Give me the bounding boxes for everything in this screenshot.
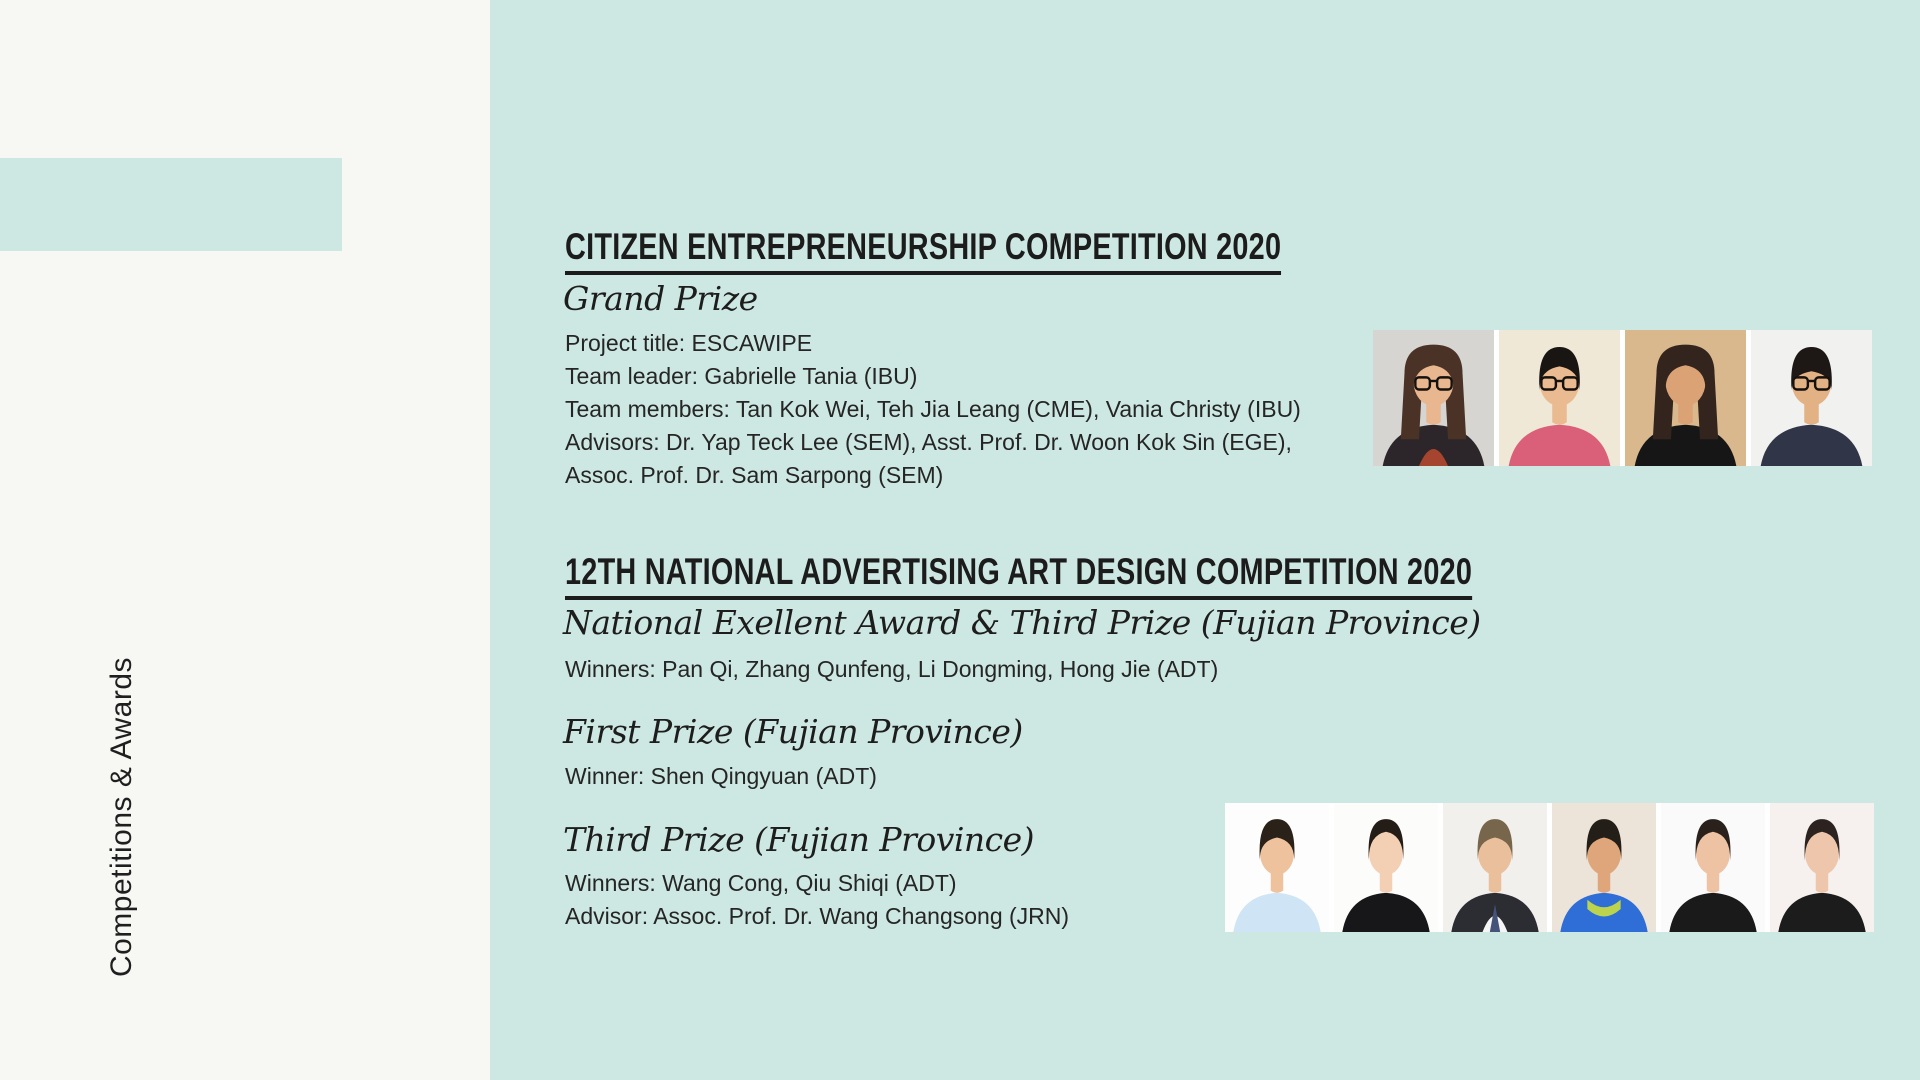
detail-line: Team leader: Gabrielle Tania (IBU)	[565, 363, 918, 389]
award-name-first-prize: First Prize (Fujian Province)	[563, 712, 1023, 751]
headshot-photo	[1443, 803, 1547, 932]
section-title-national-advertising-art-design-competition: 12TH NATIONAL ADVERTISING ART DESIGN COMPETITION 2020	[565, 551, 1472, 600]
headshot-photo	[1770, 803, 1874, 932]
third-prize-details	[565, 867, 1069, 933]
headshot-photo	[1751, 330, 1872, 466]
headshot-photo	[1625, 330, 1746, 466]
grand-prize-details	[565, 327, 1301, 492]
section-title-citizen-entrepreneurship-competition: CITIZEN ENTREPRENEURSHIP COMPETITION 2020	[565, 226, 1281, 275]
detail-line: Advisor: Assoc. Prof. Dr. Wang Changsong (JRN)	[565, 903, 1070, 929]
page-title-vertical: Competitions & Awards	[105, 656, 138, 978]
headshot-photo	[1661, 803, 1765, 932]
first-prize-details	[565, 760, 877, 793]
photo-group-grand-prize-team	[1373, 330, 1872, 466]
detail-line: Winners: Wang Cong, Qiu Shiqi (ADT)	[565, 870, 957, 896]
detail-line: Project title: ESCAWIPE	[565, 330, 813, 356]
detail-line: Assoc. Prof. Dr. Sam Sarpong (SEM)	[565, 462, 944, 488]
detail-line: Winner: Shen Qingyuan (ADT)	[565, 763, 877, 789]
detail-line: Team members: Tan Kok Wei, Teh Jia Leang (CME), Vania Christy (IBU)	[565, 396, 1301, 422]
headshot-photo	[1225, 803, 1329, 932]
accent-rectangle	[0, 158, 342, 251]
photo-group-design-competition-winners	[1225, 803, 1874, 932]
headshot-photo	[1499, 330, 1620, 466]
headshot-photo	[1334, 803, 1438, 932]
award-name-third-prize: Third Prize (Fujian Province)	[563, 820, 1035, 859]
detail-line: Winners: Pan Qi, Zhang Qunfeng, Li Dongming, Hong Jie (ADT)	[565, 656, 1219, 682]
headshot-photo	[1373, 330, 1494, 466]
detail-line: Advisors: Dr. Yap Teck Lee (SEM), Asst. Prof. Dr. Woon Kok Sin (EGE),	[565, 429, 1292, 455]
headshot-photo	[1552, 803, 1656, 932]
award-name-grand-prize: Grand Prize	[563, 279, 758, 318]
award-name-national-exellent-award-third-prize: National Exellent Award & Third Prize (Fujian Province)	[563, 603, 1481, 642]
left-panel	[0, 0, 490, 1080]
national-exellent-award-details	[565, 653, 1218, 686]
